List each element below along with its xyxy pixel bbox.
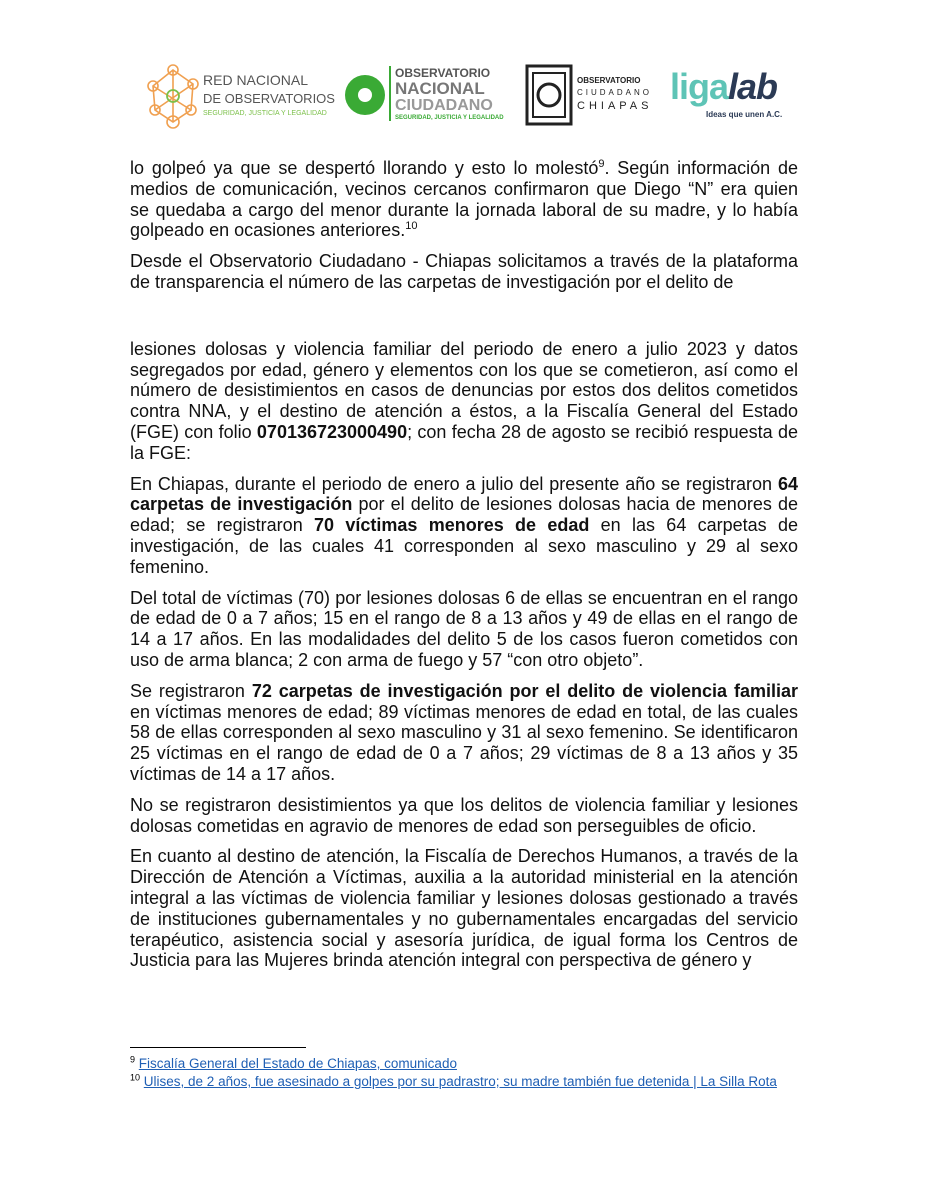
paragraph <box>130 158 798 241</box>
text-run: ; con fecha 28 de agosto se recibió respuesta de la FGE: <box>130 421 798 463</box>
logo-liga-b: lab <box>728 66 778 107</box>
logo-red-tagline: SEGURIDAD, JUSTICIA Y LEGALIDAD <box>203 110 327 117</box>
paragraph <box>130 795 798 837</box>
text-run: en víctimas menores de edad; 89 víctimas menores de edad en total, de las cuales 58 de ellas corresponden al sexo masculino y 31 al sexo femenino. Se identificaron 25 víctimas en el rango de edad de 0 a 7 años; 29 víctimas de 8 a 13 años y 35 víctimas de 14 a 17 años. <box>130 701 798 784</box>
paragraph <box>130 588 798 671</box>
logo-onc-line3: CIUDADANO <box>395 97 493 114</box>
paragraph <box>130 474 798 578</box>
logo-occ-line1: OBSERVATORIO <box>577 76 641 85</box>
bold-text: 72 carpetas de investigación por el delito de violencia familiar <box>251 680 798 701</box>
footnote-link[interactable]: Fiscalía General del Estado de Chiapas, comunicado <box>138 1056 457 1071</box>
text-run: En Chiapas, durante el periodo de enero a julio del presente año se registraron <box>130 473 778 494</box>
bold-text: 70 víctimas menores de edad <box>314 515 590 536</box>
text-run: En cuanto al destino de atención, la Fiscalía de Derechos Humanos, a través de la Dirección de Atención a Víctimas, auxilia a la autoridad ministerial en la atención integral a las víctimas de violencia familiar y lesiones dolosas gestionado a través de instituciones gubernamentales y no gubernamentales encargadas del servicio terapéutico, asistencia social y asesoría jurídica, de igual forma los Centros de Justicia para las Mujeres brinda atención integral con perspectiva de género y <box>130 846 798 971</box>
bold-text: 070136723000490 <box>256 421 408 442</box>
logo-liga-a: liga <box>670 66 729 107</box>
logo-occ-line2: CIUDADANO <box>577 88 653 97</box>
footnotes <box>130 1055 777 1091</box>
logo-red-line2: DE OBSERVATORIOS <box>203 91 335 106</box>
footnote-9 <box>130 1055 777 1073</box>
text-run: No se registraron desistimientos ya que los delitos de violencia familiar y lesiones dolosas cometidas en agravio de menores de edad son perseguibles de oficio. <box>130 794 798 836</box>
bold-text: 64 carpetas de investigación <box>130 473 798 515</box>
footnote-link[interactable]: Ulises, de 2 años, fue asesinado a golpes por su padrastro; su madre también fue detenida | La Silla Rota <box>143 1074 777 1089</box>
text-run: Se registraron <box>130 680 252 701</box>
logo-red-line1: RED NACIONAL <box>203 72 309 88</box>
text-run: lesiones dolosas y violencia familiar del periodo de enero a julio 2023 y datos segregados por edad, género y elementos con los que se cometieron, así como el número de desistimientos en casos de denuncias por estos dos delitos cometidos contra NNA, y el destino de atención a éstos, a la Fiscalía General del Estado (FGE) con folio <box>130 338 798 442</box>
document-body <box>130 158 798 981</box>
logo-red-nacional <box>145 58 335 133</box>
footnote-number: 9 <box>130 1054 136 1065</box>
text-run: Del total de víctimas (70) por lesiones dolosas 6 de ellas se encuentran en el rango de edad de 0 a 7 años; 15 en el rango de 8 a 13 años y 49 de ellas en el rango de 14 a 17 años. En las modalidades del delito 5 de los casos fueron cometidos con uso de arma blanca; 2 con arma de fuego y 57 “con otro objeto”. <box>130 587 798 670</box>
logo-onc-tagline: SEGURIDAD, JUSTICIA Y LEGALIDAD <box>395 115 504 121</box>
logo-ligalab <box>670 58 790 133</box>
logo-onc-line2: NACIONAL <box>395 79 485 98</box>
text-run: en las 64 carpetas de investigación, de las cuales 41 corresponden al sexo masculino y 29 al sexo femenino. <box>130 515 798 577</box>
text-run: Desde el Observatorio Ciudadano - Chiapas solicitamos a través de la plataforma de transparencia el número de las carpetas de investigación por el delito de <box>130 251 798 292</box>
paragraph <box>130 681 798 785</box>
footnote-ref: 10 <box>405 220 418 233</box>
paragraph <box>130 846 798 971</box>
logo-onc-divider <box>389 66 391 121</box>
logo-onc-line1: OBSERVATORIO <box>395 66 491 80</box>
logo-observatorio-nacional <box>343 58 503 133</box>
logo-liga-tagline: Ideas que unen A.C. <box>706 110 783 119</box>
paragraph <box>130 339 798 464</box>
paragraph <box>130 251 798 293</box>
logo-liga-wordmark <box>670 66 777 108</box>
footnote-ref: 9 <box>598 158 605 170</box>
text-run: lo golpeó ya que se despertó llorando y esto lo molestó <box>130 158 599 178</box>
network-icon <box>145 58 201 133</box>
footnote-10 <box>130 1073 777 1091</box>
oc-emblem-icon <box>525 58 573 133</box>
logo-occ-line3: CHIAPAS <box>577 100 653 112</box>
text-run: . Según información de medios de comunicación, vecinos cercanos confirmaron que Diego “N” era quien se quedaba a cargo del menor durante la jornada laboral de su madre, y lo había golpeado en ocasiones anteriores. <box>130 158 798 241</box>
footnote-number: 10 <box>130 1072 141 1083</box>
text-run: por el delito de lesiones dolosas hacia de menores de edad; se registraron <box>130 494 798 536</box>
header-logos <box>145 58 795 133</box>
logo-observatorio-chiapas <box>525 58 655 133</box>
aperture-icon <box>343 58 387 133</box>
footnote-divider <box>130 1047 306 1048</box>
